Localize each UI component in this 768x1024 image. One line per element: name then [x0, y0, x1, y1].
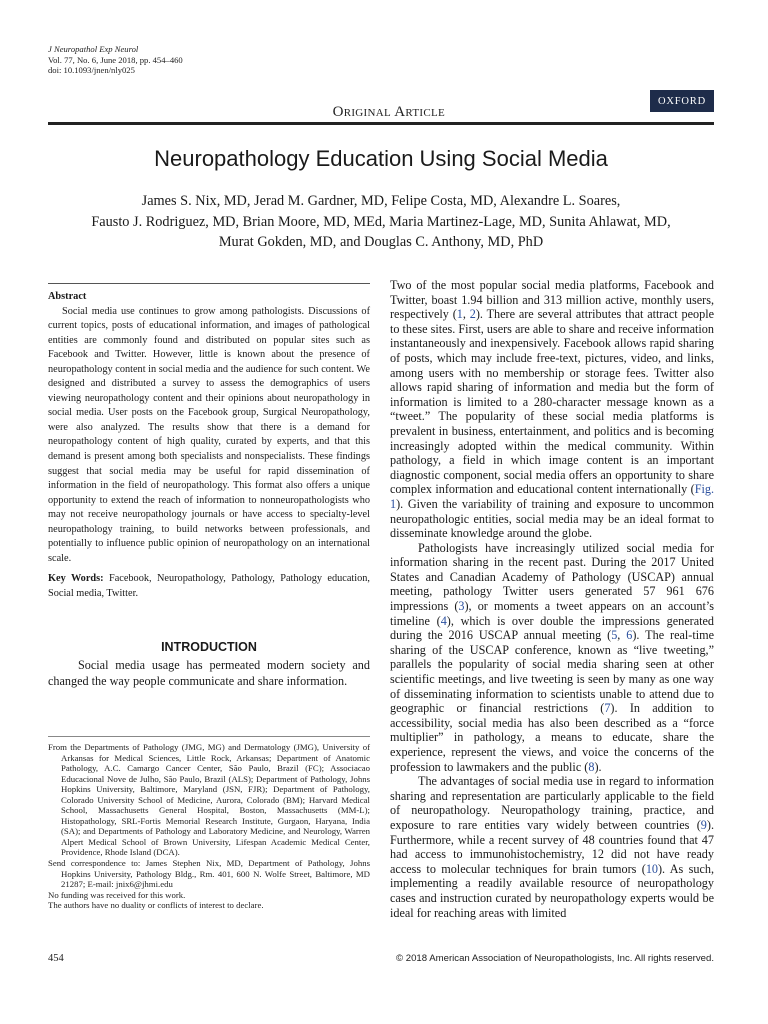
reference-link[interactable]: 3: [458, 599, 465, 614]
journal-doi: doi: 10.1093/jnen/nly025: [48, 65, 135, 76]
footnote-rule: [48, 736, 370, 737]
footnote-correspondence: Send correspondence to: James Stephen Nix, MD, Department of Pathology, Johns Hopkins University, Pathology Bldg., Rm. 401, 600 N. Wolfe Street, Baltimore, MD 21287; E-mail: jnix6@jhmi.edu: [48, 858, 370, 890]
text-run: ). Given the variability of training and exposure to uncommon neuropathologic entities, social media may be an ideal format to disseminate knowledge around the globe.: [390, 496, 714, 541]
author-line: James S. Nix, MD, Jerad M. Gardner, MD, Felipe Costa, MD, Alexandre L. Soares,: [141, 193, 621, 209]
keywords-text: Facebook, Neuropathology, Pathology, Pathology education, Social media, Twitter.: [48, 573, 371, 599]
footnote-conflicts: The authors have no duality or conflicts of interest to declare.: [48, 900, 264, 911]
reference-link[interactable]: 2: [469, 307, 476, 322]
author-line: Fausto J. Rodriguez, MD, Brian Moore, MD, MEd, Maria Martinez-Lage, MD, Sunita Ahlawat, MD,: [91, 213, 671, 230]
text-run: ), which is over double the impressions generated during the 2016 USCAP annual meeting (: [390, 613, 715, 643]
page-number: 454: [48, 953, 64, 964]
body-paragraph: [390, 278, 714, 541]
text-run: Two of the most popular social media platforms, Facebook and Twitter, boast 1.94 billion and 313 million active, monthly users, respectively (: [390, 278, 714, 322]
article-title: Neuropathology Education Using Social Media: [154, 146, 608, 171]
body-paragraph: [390, 774, 714, 920]
text-run: ). In addition to accessibility, social media has also been described as a “force multiplier” in pathology, a means to educate, share the experience, represent the views, and voice the concerns of the profession to lawmakers and the public (: [390, 701, 714, 774]
text-run: ). As such, implementing a readily available resource of neuropathology cases and instruction curated by neuropathology experts would be ideal for reaching areas with limited: [390, 861, 714, 920]
reference-link[interactable]: 8: [588, 759, 595, 774]
text-run: ). There are several attributes that attract people to these sites. First, users are able to share and receive information instantaneously and inexpensively. Facebook allows rapid sharing of posts, which may include free-text, pictures, video, and links, among users with no membership or storage fees. Twitter also allows rapid sharing of information and media but the form of information is limited to a 280-character message known as a “tweet.” The popularity of these social media platforms is prevalent in business, entertainment, and politics and is becoming increasingly adopted within the medical community. Within pathology, a field in which image content is an important diagnostic component, social media offers an opportunity to share complex information and educational content internationally (: [390, 307, 714, 497]
text-run: ,: [462, 307, 470, 322]
footnote-funding: No funding was received for this work.: [48, 889, 186, 900]
body-paragraph: [390, 541, 714, 775]
abstract-heading: Abstract: [48, 291, 87, 302]
introduction-text: Social media usage has permeated modern society and changed the way people communicate and share information.: [48, 658, 370, 689]
reference-link[interactable]: 10: [645, 861, 658, 876]
text-run: ), or moments a tweet appears on an account’s timeline (: [390, 599, 714, 628]
author-line: Murat Gokden, MD, and Douglas C. Anthony, MD, PhD: [218, 234, 544, 250]
reference-link[interactable]: 6: [626, 628, 633, 643]
body-text-column: [390, 278, 714, 920]
footnote-affiliations: From the Departments of Pathology (JMG, MG) and Dermatology (JMG), University of Arkansas for Medical Sciences, Little Rock, Arkansas; Department of Anatomic Pathology, A.C. Camargo Cancer Center, São Paulo, Brazil (FC); Associacao Educacional Nove de Julho, São Paulo, Brazil (ALS); Department of Pathology, Johns Hopkins University, Baltimore, Maryland (JSN, FJR); Department of Pathology, Colorado University School of Medicine, Aurora, Colorado (BM); Harvard Medical School, Massachusetts General Hospital, Boston, Massachusetts (MM-L); Histopathology, SRL-Fortis Memorial Research Institute, Gurgaon, Haryana, India (SA); and Departments of Pathology and Laboratory Medicine, and Neurology, Warren Alpert Medical School of Brown University, Lifespan Academic Medical Center, Providence, Rhode Island (DCA).: [48, 742, 370, 858]
journal-name: J Neuropathol Exp Neurol: [48, 44, 139, 54]
text-run: The advantages of social media use in regard to information sharing and representation are particularly applicable to the field of neuropathology. Neuropathology training, practice, and exposure to rare entities vary widely between countries (: [390, 774, 714, 832]
reference-link[interactable]: 5: [611, 628, 618, 643]
abstract-text: Social media use continues to grow among pathologists. Discussions of current topics, posts of educational information, and images of pathological entities are commonly found and distributed on popular sites such as Facebook and Twitter. However, little is known about the presence of neuropathology content in social media and the audience for such content. We designed and distributed a survey to assess the demographics of users viewing neuropathology content and their opinions about neuropathology in social media. User posts on the Facebook group, Surgical Neuropathology, were also analyzed. The results show that there is a demand for neuropathology content of high quality, curated by experts, and that this demand is present among both specialists and nonspecialists. These findings suggest that social media may be useful for rapid dissemination of information in the field of neuropathology. This format also offers a unique opportunity to extend the reach of information to nonneuropathologists who may not receive neuropathology journals or have access to specialty-level neuropathology training, to build networks between professionals, and potentially to influence public opinion of neuropathology on an international scale.: [48, 305, 370, 564]
oxford-logo: OXFORD: [650, 90, 714, 112]
abstract-top-rule: [48, 283, 370, 284]
footnotes: [48, 742, 370, 911]
introduction-heading: INTRODUCTION: [161, 640, 257, 654]
reference-link[interactable]: 9: [700, 817, 707, 832]
reference-link[interactable]: 7: [604, 701, 611, 716]
text-run: ).: [594, 759, 602, 774]
copyright-notice: © 2018 American Association of Neuropathologists, Inc. All rights reserved.: [396, 953, 714, 964]
header-rule: [48, 122, 714, 125]
journal-volume: Vol. 77, No. 6, June 2018, pp. 454–460: [48, 54, 183, 65]
text-run: Pathologists have increasingly utilized social media for information sharing in the recent past. During the 2017 United States and Canadian Academy of Pathology (USCAP) annual meeting, pathology Twitter users generated 57 961 676 impressions (: [390, 540, 714, 614]
text-run: ). The real-time sharing of the USCAP conference, known as “live tweeting,” parallels the popularity of social media sharing seen at other scientific meetings, and live tweeting is seen by many as one way of disseminating information to scientists unable to attend due to geographic or financial restrictions (: [390, 628, 714, 716]
reference-link[interactable]: 1: [456, 307, 463, 322]
keywords: [48, 572, 370, 601]
figure-link[interactable]: Fig. 1: [390, 482, 714, 511]
section-label: Original Article: [332, 104, 445, 120]
abstract: [48, 290, 370, 566]
journal-citation: [48, 44, 183, 76]
text-run: ,: [617, 628, 627, 643]
reference-link[interactable]: 4: [440, 613, 447, 628]
text-run: ). Furthermore, while a recent survey of 48 countries found that 47 had access to immunohistochemistry, 12 did not have ready access to molecular techniques for brain tumors (: [390, 817, 714, 876]
author-list: [48, 191, 714, 253]
keywords-label: Key Words:: [48, 573, 104, 584]
